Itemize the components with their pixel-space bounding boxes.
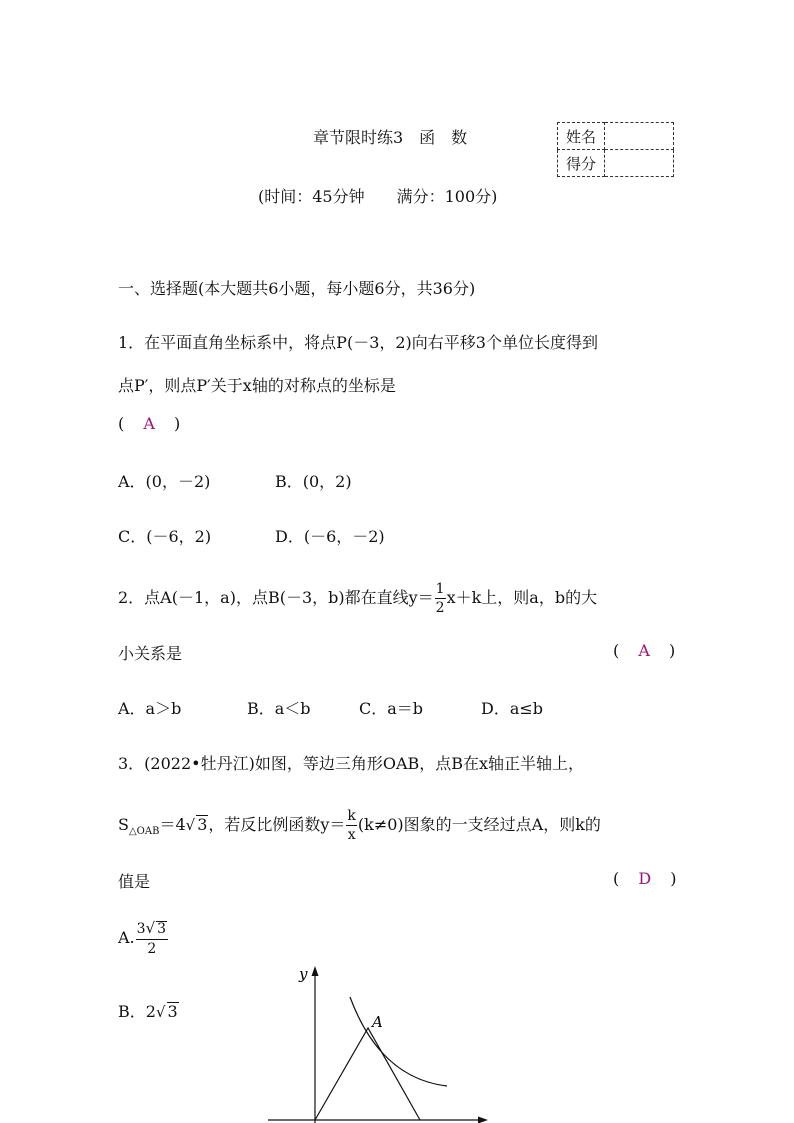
- time-info: (时间：45分钟 满分：100分): [258, 187, 498, 206]
- sqrt-arg: 3: [197, 815, 208, 834]
- q2-option-c: C．a＝b: [359, 699, 424, 718]
- option-b-label: B．2: [118, 1002, 156, 1021]
- q1-answer-paren: [118, 414, 180, 433]
- q1-option-b: B．(0，2): [275, 472, 352, 491]
- paren-open: (: [118, 414, 125, 433]
- q2-answer-paren: [613, 641, 675, 660]
- q3-text-after: (k≠0)图象的一支经过点A，则k的: [357, 815, 601, 834]
- paren-close: ): [670, 869, 677, 888]
- area-eq: ＝4: [159, 815, 186, 834]
- q3-answer: D: [638, 869, 652, 888]
- triangle-oab: [315, 1028, 420, 1120]
- paren-open: (: [613, 869, 620, 888]
- radical-sign: √: [155, 1003, 166, 1021]
- option-a-label: A.: [118, 928, 135, 947]
- score-blank: [605, 150, 674, 177]
- hyperbola-curve: [350, 997, 447, 1086]
- q1-option-a: A．(0，－2): [118, 472, 211, 491]
- name-blank: [605, 123, 674, 150]
- page-title: 章节限时练3 函 数: [313, 128, 468, 147]
- q2-answer: A: [638, 641, 650, 660]
- option-a-coef: 3: [136, 920, 146, 937]
- paren-close: ): [174, 414, 181, 433]
- radical-sign: √: [145, 918, 156, 937]
- q3-option-a: [118, 918, 169, 958]
- section-heading: 一、选择题(本大题共6小题，每小题6分，共36分): [118, 279, 476, 298]
- q3-frac-num: k: [347, 808, 356, 824]
- q2-line2: 小关系是: [118, 644, 183, 663]
- y-axis-label: y: [299, 965, 308, 983]
- radical-sign: √: [185, 816, 196, 834]
- option-a-num: [136, 918, 168, 940]
- q2-option-d: D．a≤b: [481, 699, 544, 718]
- q2-text-after: x＋k上，则a，b的大: [446, 588, 598, 607]
- option-a-sqrt: 3: [157, 920, 167, 937]
- q1-line1: 1．在平面直角坐标系中，将点P(－3，2)向右平移3个单位长度得到: [118, 333, 598, 352]
- name-score-box: [557, 122, 674, 177]
- q1-answer: A: [143, 414, 155, 433]
- area-symbol: S: [118, 815, 129, 834]
- q1-line2: 点P′，则点P′关于x轴的对称点的坐标是: [118, 376, 396, 395]
- option-a-fraction: [136, 918, 168, 958]
- q1-option-d: D．(－6，－2): [275, 527, 385, 546]
- option-a-den: 2: [147, 941, 157, 958]
- paren-close: ): [669, 641, 676, 660]
- score-label: 得分: [558, 150, 605, 177]
- q3-line1: 3．(2022•牡丹江)如图，等边三角形OAB，点B在x轴正半轴上，: [118, 754, 585, 773]
- q3-line3: 值是: [118, 872, 151, 891]
- q2-fraction: [435, 582, 446, 615]
- option-b-sqrt: 3: [167, 1002, 178, 1021]
- paren-open: (: [613, 641, 620, 660]
- q1-option-c: C．(－6，2): [118, 527, 212, 546]
- q2-option-a: A．a＞b: [118, 699, 182, 718]
- q3-mid-text: ，若反比例函数y＝: [208, 815, 346, 834]
- q3-frac-den: x: [347, 827, 356, 843]
- q2-option-b: B．a＜b: [247, 699, 311, 718]
- q3-answer-paren: [613, 869, 677, 888]
- q2-frac-den: 2: [435, 600, 445, 616]
- q2-line1: [118, 579, 597, 617]
- q3-line2: [118, 806, 601, 851]
- x-axis-arrow: [478, 1117, 488, 1123]
- area-subscript: △OAB: [128, 826, 160, 838]
- point-a-label: A: [372, 1013, 383, 1031]
- q2-frac-num: 1: [435, 581, 445, 597]
- q2-text-before: 2．点A(－1，a)，点B(－3，b)都在直线y＝: [118, 588, 434, 607]
- q3-option-b: [118, 999, 179, 1022]
- name-label: 姓名: [558, 123, 605, 150]
- q3-fraction: [346, 809, 356, 842]
- y-axis-arrow: [312, 966, 319, 976]
